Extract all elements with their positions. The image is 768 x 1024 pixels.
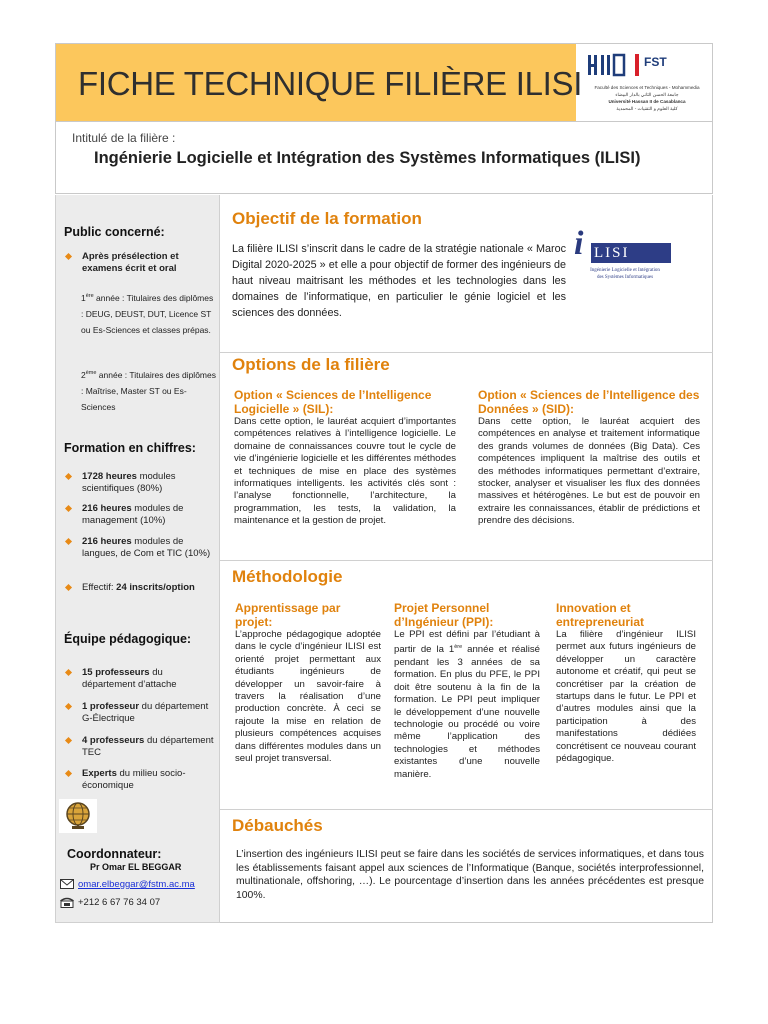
option-sid-text: Dans cette option, le lauréat acquiert des compétences en analyse et traitement informatique des grands volumes de données (Big Data). Ces compétences impliquent la maîtrise des outils et des méthodes informatiques permettant d’extraire, stocker, analyser et visualiser les flux des données massives et hétérogènes. Le but est de pouvoir en extraire les connaissances, établir de prédictions et prendre des décisions.: [478, 416, 700, 527]
methodology-ppi-text: [394, 629, 540, 781]
methodology-section: [220, 560, 713, 809]
option-sil-title: Option « Sciences de l’Intelligence Logicielle » (SIL):: [234, 388, 432, 416]
fst-logo: [584, 50, 710, 118]
team-item-count: 4 professeurs: [82, 735, 145, 746]
figures-item: [66, 536, 214, 560]
objective-section: [220, 195, 713, 352]
methodology-project-learning-title: Apprentissage par projet:: [235, 601, 341, 629]
figures-item-value: 216 heures: [82, 536, 132, 547]
ilisi-logo-letter: i: [574, 225, 584, 262]
objective-heading: Objectif de la formation: [232, 209, 422, 228]
bullet-icon: [65, 538, 72, 545]
header: [55, 43, 713, 122]
methodology-innovation-text: La filière d’ingénieur ILISI permet aux futurs ingénieurs de développer un caractère autonome et créatif, qui peut se concrétiser par la création de startups dans le futur. Le PPI et d’autres modules ainsi que la participation à des manifestations dédiées concrétisent ce nouveau courant pédagogique.: [556, 629, 696, 765]
figures-item-value: 24 inscrits/option: [116, 582, 195, 593]
public-bullet: [66, 251, 214, 275]
email-row: [60, 879, 195, 890]
option-sid-title: Option « Sciences de l’Intelligence des Données » (SID):: [478, 388, 700, 416]
coordinator-phone: +212 6 67 76 34 07: [78, 897, 161, 909]
ppi-text-part: Le PPI est défini par l’étudiant à partir de la 1: [394, 629, 540, 656]
team-item: [66, 701, 214, 725]
team-item-text: du département TEC: [82, 735, 214, 758]
ilisi-logo: [574, 225, 674, 291]
team-item-text: du milieu socio-économique: [82, 768, 186, 791]
public-heading: Public concerné:: [64, 225, 165, 239]
team-item-count: Experts: [82, 768, 117, 779]
figures-item-value: 216 heures: [82, 503, 132, 514]
bullet-icon: [65, 584, 72, 591]
ppi-text-part: année et réalisé pendant les 3 années de sa formation. En plus du PFE, le PPI doit être soutenu à la fin de la formation. Le PPI peut impliquer le développement d’une nouvelle technologie ou procédé ou voire même l’application des technologies et méthodes existantes d’une nouvelle manière.: [394, 644, 540, 780]
team-item-count: 1 professeur: [82, 701, 140, 712]
program-title-box: [55, 122, 713, 194]
ilisi-logo-caption: des Systèmes Informatiques: [596, 275, 654, 280]
bullet-icon: [65, 737, 72, 744]
team-item-text: du département G-Électrique: [82, 701, 209, 724]
figures-item-text: modules scientifiques (80%): [82, 471, 176, 494]
year-2-ordinal: 2: [81, 369, 86, 380]
page-title: FICHE TECHNIQUE FILIÈRE ILISI: [78, 65, 583, 102]
ilisi-logo-caption: Ingénierie Logicielle et Intégration: [590, 268, 660, 273]
year-1-ordinal-sup: ère: [85, 293, 94, 299]
outcomes-heading: Débauchés: [232, 816, 323, 835]
bullet-icon: [65, 473, 72, 480]
logo-caption-arabic-faculty: كلية العلوم و التقنيات - المحمدية: [616, 106, 678, 111]
envelope-icon: [60, 879, 74, 889]
figures-heading: Formation en chiffres:: [64, 441, 196, 455]
bullet-icon: [65, 505, 72, 512]
methodology-innovation-title: Innovation et entrepreneuriat: [556, 601, 645, 629]
globe-icon: [59, 799, 97, 833]
methodology-ppi-title: Projet Personnel d’Ingénieur (PPI):: [394, 601, 494, 629]
methodology-heading: Méthodologie: [232, 567, 343, 586]
ppi-ordinal-sup: ère: [454, 644, 463, 651]
coordinator-email-link[interactable]: omar.elbeggar@fstm.ac.ma: [78, 879, 195, 890]
team-item-text: du département d’attache: [82, 667, 177, 690]
admission-year-2: [81, 365, 216, 415]
options-section: [220, 352, 713, 560]
year-1-ordinal: 1: [81, 292, 86, 303]
option-sil-text: Dans cette option, le lauréat acquiert d’importantes compétences relatives à l’intelligence logicielle. Le domaine de connaissances couvre tout le cycle de vie d’ingénierie logicielle et les différentes méthodes et techniques de mise en place des systèmes informatiques intelligents. les activités clés sont : l’analyse fonctionnelle, l’architecture, la programmation, les tests, la validation, la maintenance et la gestion de projet.: [234, 416, 456, 527]
phone-row: [60, 897, 160, 908]
fst-abbreviation: FST: [644, 55, 667, 69]
bullet-icon: [65, 253, 72, 260]
team-item: [66, 768, 214, 792]
main-content: [220, 195, 713, 923]
phone-icon: [60, 897, 74, 908]
sidebar: [55, 195, 220, 923]
public-bullet-text: Après présélection et examens écrit et oral: [82, 251, 179, 274]
methodology-project-learning-text: L’approche pédagogique adoptée dans le cycle d’ingénieur ILISI est orienté projet permettant aux étudiants ingénieurs de développer un savoir-faire à travers la réalisation d’une production concrète. À ceci se rajoute la mise en relation de plusieurs compétences acquises dans différentes modules dans un seul projet transversal.: [235, 629, 381, 765]
logo-caption-university: Université Hassan II de Casablanca: [608, 99, 686, 104]
outcomes-text: L’insertion des ingénieurs ILISI peut se faire dans les sociétés de services informatiques, et dans tous les établissements faisant appel aux sciences de l’Informatique (Banque, sociétés interprofessionnel, multinationale, offshoring, …). Le pourcentage d’insertion dans les années précédentes est presque 100%.: [236, 849, 704, 901]
figures-item-text: modules de langues, de Com et TIC (10%): [82, 536, 211, 559]
header-band: [56, 44, 583, 121]
bullet-icon: [65, 703, 72, 710]
team-heading: Équipe pédagogique:: [64, 632, 192, 646]
figures-item: [66, 471, 214, 495]
logo-caption-faculty: Faculté des Sciences et Techniques - Mohammedia: [594, 85, 700, 90]
ilisi-logo-word: LISI: [594, 245, 630, 261]
year-1-text: année : Titulaires des diplômes : DEUG, DEUST, DUT, Licence ST ou Es-Sciences et classes prépas.: [81, 292, 214, 335]
logo-caption-arabic-university: جامعة الحسن الثاني بالدار البيضاء: [615, 92, 679, 97]
figures-item-value: 1728 heures: [82, 471, 137, 482]
figures-item: [66, 503, 214, 527]
outcomes-section: [220, 809, 713, 923]
options-heading: Options de la filière: [232, 355, 390, 374]
figures-item: [66, 582, 214, 594]
admission-year-1: [81, 288, 216, 338]
program-full-title: Ingénierie Logicielle et Intégration des Systèmes Informatiques (ILISI): [94, 149, 641, 167]
figures-item-text: modules de management (10%): [82, 503, 184, 526]
team-item: [66, 667, 214, 691]
bullet-icon: [65, 770, 72, 777]
team-item-count: 15 professeurs: [82, 667, 150, 678]
objective-text: La filière ILISI s’inscrit dans le cadre de la stratégie nationale « Maroc Digital 2020-2025 » et elle a pour objectif de former des ingénieurs de haut niveau maitrisant les méthodes et les technologies dans les domaines de l’informatique, en particulier le génie logiciel et les sciences des données.: [232, 243, 566, 319]
figures-item-prefix: Effectif:: [82, 582, 117, 593]
coordinator-name: Pr Omar EL BEGGAR: [90, 862, 182, 872]
bullet-icon: [65, 669, 72, 676]
team-item: [66, 735, 214, 759]
program-title-label: Intitulé de la filière :: [72, 131, 176, 145]
coordinator-heading: Coordonnateur:: [67, 847, 162, 861]
year-2-text: année : Titulaires des diplômes : Maîtrise, Master ST ou Es-Sciences: [81, 369, 216, 412]
year-2-ordinal-sup: ème: [85, 370, 97, 376]
